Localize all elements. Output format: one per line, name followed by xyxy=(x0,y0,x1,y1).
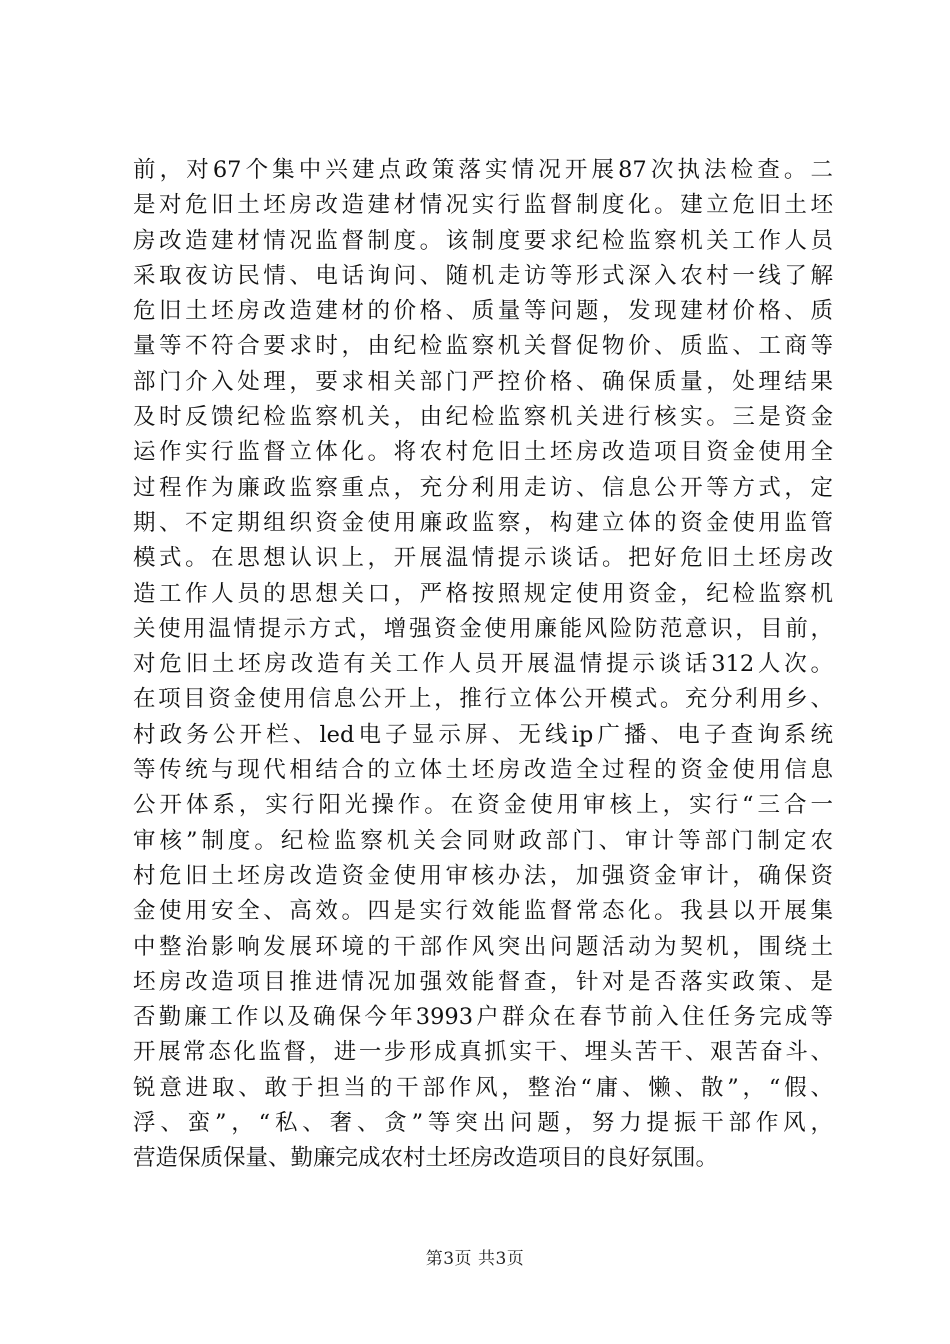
text-line: 中整治影响发展环境的干部作风突出问题活动为契机，围绕土 xyxy=(133,933,833,960)
text-line: 金使用安全、高效。四是实行效能监督常态化。我县以开展集 xyxy=(133,898,833,925)
text-line-final: 营造保质保量、勤廉完成农村土坯房改造项目的良好氛围。 xyxy=(133,1145,719,1172)
text-line: 是对危旧土坯房改造建材情况实行监督制度化。建立危旧土坯 xyxy=(133,192,833,219)
text-line: 锐意进取、敢于担当的干部作风，整治“庸、懒、散”，“假、 xyxy=(133,1074,833,1101)
text-line: 审核”制度。纪检监察机关会同财政部门、审计等部门制定农 xyxy=(133,827,833,854)
page-number-footer: 第3页 共3页 xyxy=(425,1249,525,1269)
text-line: 及时反馈纪检监察机关，由纪检监察机关进行核实。三是资金 xyxy=(133,404,833,431)
text-line: 村危旧土坯房改造资金使用审核办法，加强资金审计，确保资 xyxy=(133,862,833,889)
text-line: 对危旧土坯房改造有关工作人员开展温情提示谈话312人次。 xyxy=(133,651,833,678)
text-line: 前，对67个集中兴建点政策落实情况开展87次执法检查。二 xyxy=(133,157,833,183)
text-line: 过程作为廉政监察重点，充分利用走访、信息公开等方式，定 xyxy=(133,474,833,501)
text-line: 期、不定期组织资金使用廉政监察，构建立体的资金使用监管 xyxy=(133,509,833,536)
text-line: 浮、蛮”，“私、奢、贪”等突出问题，努力提振干部作风， xyxy=(133,1110,833,1137)
text-line: 开展常态化监督，进一步形成真抓实干、埋头苦干、艰苦奋斗、 xyxy=(133,1039,833,1066)
text-line: 关使用温情提示方式，增强资金使用廉能风险防范意识，目前， xyxy=(133,615,833,642)
text-line: 危旧土坯房改造建材的价格、质量等问题，发现建材价格、质 xyxy=(133,298,833,325)
text-line: 房改造建材情况监督制度。该制度要求纪检监察机关工作人员 xyxy=(133,227,833,254)
text-line: 在项目资金使用信息公开上，推行立体公开模式。充分利用乡、 xyxy=(133,686,833,713)
text-line: 公开体系，实行阳光操作。在资金使用审核上，实行“三合一 xyxy=(133,792,833,819)
body-paragraph xyxy=(133,153,833,1177)
text-line: 采取夜访民情、电话询问、随机走访等形式深入农村一线了解 xyxy=(133,262,833,289)
text-line: 模式。在思想认识上，开展温情提示谈话。把好危旧土坯房改 xyxy=(133,545,833,572)
text-line: 部门介入处理，要求相关部门严控价格、确保质量，处理结果 xyxy=(133,368,833,395)
text-line: 村政务公开栏、led电子显示屏、无线ip广播、电子查询系统 xyxy=(133,721,833,748)
text-line: 量等不符合要求时，由纪检监察机关督促物价、质监、工商等 xyxy=(133,333,833,360)
text-line: 等传统与现代相结合的立体土坯房改造全过程的资金使用信息 xyxy=(133,757,833,784)
text-line: 否勤廉工作以及确保今年3993户群众在春节前入住任务完成等 xyxy=(133,1004,833,1031)
text-line: 运作实行监督立体化。将农村危旧土坯房改造项目资金使用全 xyxy=(133,439,833,466)
text-line: 造工作人员的思想关口，严格按照规定使用资金，纪检监察机 xyxy=(133,580,833,607)
text-line: 坯房改造项目推进情况加强效能督查，针对是否落实政策、是 xyxy=(133,968,833,995)
